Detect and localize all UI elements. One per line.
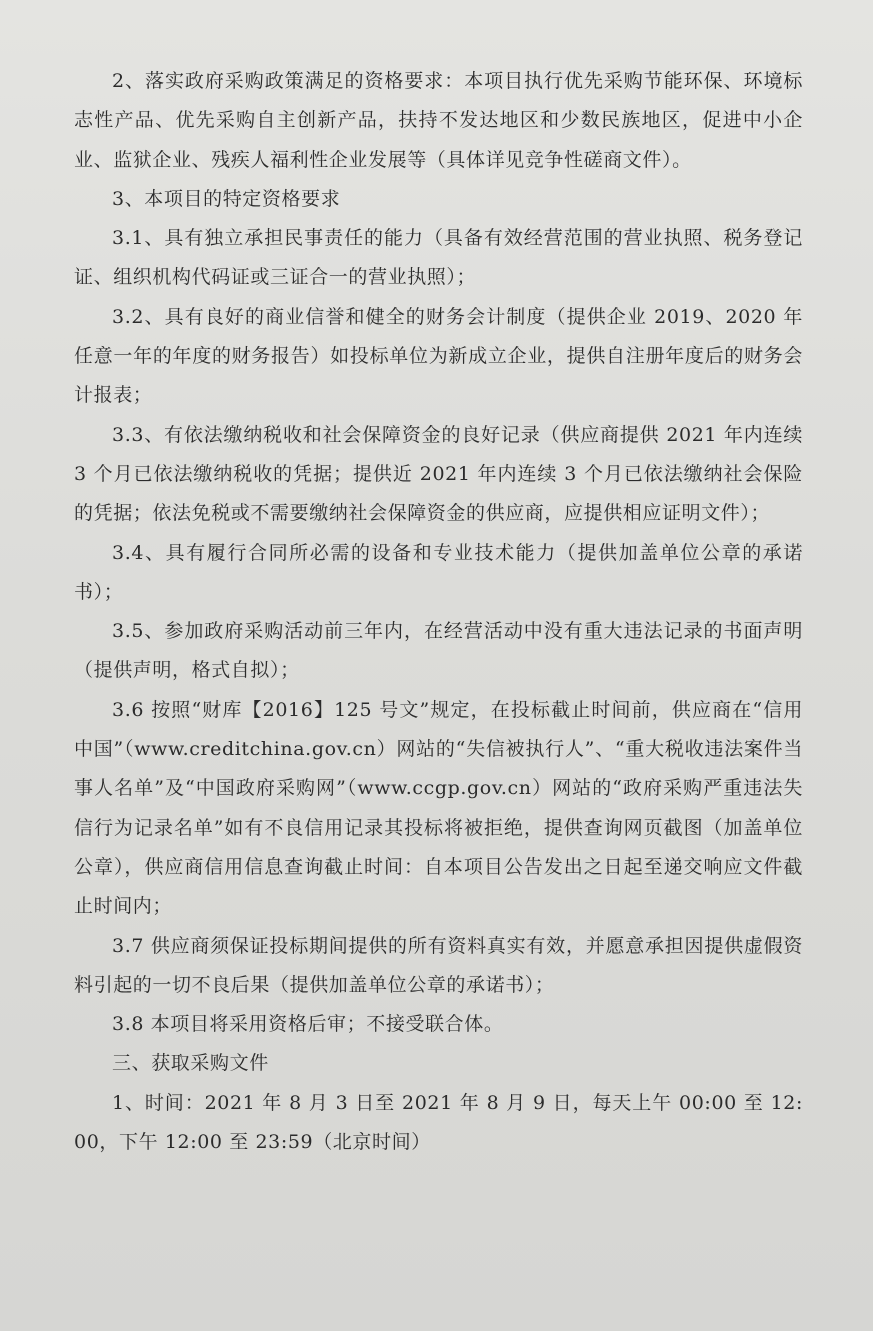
paragraph-time: 1、时间：2021 年 8 月 3 日至 2021 年 8 月 9 日，每天上午 00:00 至 12:00，下午 12:00 至 23:59（北京时间） — [74, 1091, 803, 1154]
paragraph-3-2: 3.2、具有良好的商业信誉和健全的财务会计制度（提供企业 2019、2020 年任意一年的年度的财务报告）如投标单位为新成立企业，提供自注册年度后的财务会计报表； — [74, 305, 803, 407]
paragraph-policy-requirements: 2、落实政府采购政策满足的资格要求：本项目执行优先采购节能环保、环境标志性产品、优先采购自主创新产品，扶持不发达地区和少数民族地区，促进中小企业、监狱企业、残疾人福利性企业发展等（具体详见竞争性磋商文件）。 — [74, 70, 803, 171]
section-heading-obtain-documents: 三、获取采购文件 — [112, 1052, 269, 1075]
paragraph-3-1: 3.1、具有独立承担民事责任的能力（具备有效经营范围的营业执照、税务登记证、组织机构代码证或三证合一的营业执照）； — [74, 227, 803, 289]
paragraph-specific-requirements-title: 3、本项目的特定资格要求 — [112, 187, 341, 210]
paragraph-3-4: 3.4、具有履行合同所必需的设备和专业技术能力（提供加盖单位公章的承诺书）； — [74, 541, 803, 603]
paragraph-3-5: 3.5、参加政府采购活动前三年内，在经营活动中没有重大违法记录的书面声明（提供声明，格式自拟）； — [74, 620, 803, 682]
paragraph-3-3: 3.3、有依法缴纳税收和社会保障资金的良好记录（供应商提供 2021 年内连续 3 个月已依法缴纳税收的凭据；提供近 2021 年内连续 3 个月已依法缴纳社会保险的凭据；依法免税或不需要缴纳社会保障资金的供应商，应提供相应证明文件）； — [74, 423, 803, 525]
paragraph-3-8: 3.8 本项目将采用资格后审；不接受联合体。 — [112, 1013, 504, 1036]
paragraph-3-7: 3.7 供应商须保证投标期间提供的所有资料真实有效，并愿意承担因提供虚假资料引起的一切不良后果（提供加盖单位公章的承诺书）； — [74, 934, 803, 996]
paragraph-3-6: 3.6 按照“财库【2016】125 号文”规定，在投标截止时间前，供应商在“信用中国”（www.creditchina.gov.cn）网站的“失信被执行人”、“重大税收违法案件当事人名单”及“中国政府采购网”（www.ccgp.gov.cn）网站的“政府采购严重违法失信行为记录名单”如有不良信用记录其投标将被拒绝，提供查询网页截图（加盖单位公章），供应商信用信息查询截止时间：自本项目公告发出之日起至递交响应文件截止时间内； — [74, 698, 803, 918]
